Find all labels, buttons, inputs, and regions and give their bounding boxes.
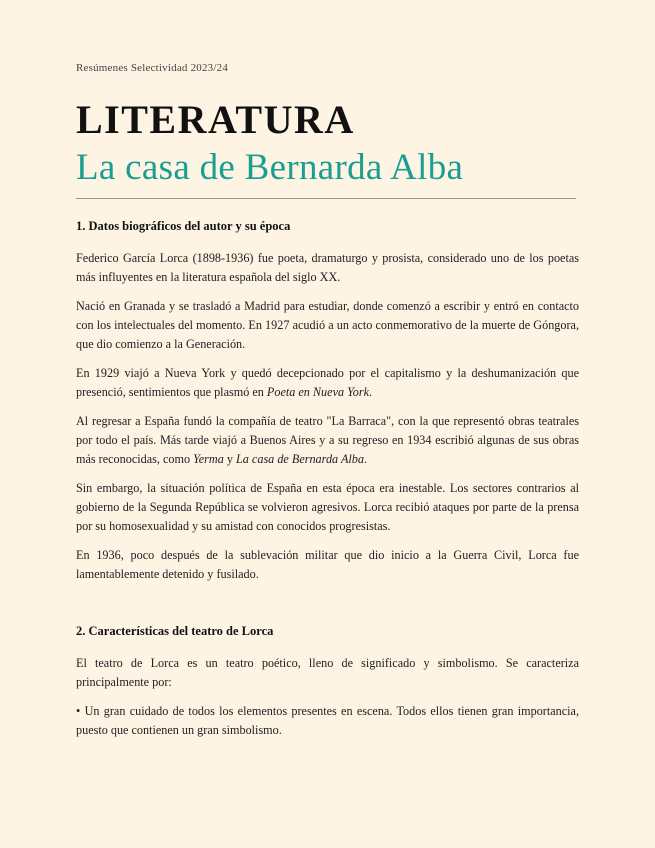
section-biography <box>76 217 579 584</box>
work-title: La casa de Bernarda Alba <box>76 147 464 188</box>
work-reference: La casa de Bernarda Alba <box>236 452 364 466</box>
paragraph-text: . <box>369 385 373 399</box>
paragraph-text: y <box>223 452 237 466</box>
title-divider <box>76 198 576 199</box>
paragraph-text: En 1929 viajó a Nueva York y quedó decepcionado por el capitalismo y la deshumanización que presenció, sentimientos que plasmó en <box>76 366 579 399</box>
section-heading: 2. Características del teatro de Lorca <box>76 624 274 638</box>
paragraph <box>76 364 579 402</box>
paragraph-text: Al regresar a España fundó la compañía de teatro "La Barraca", con la que representó obras teatrales por todo el país. Más tarde viajó a Buenos Aires y a su regreso en 1934 escribió algunas de sus obras más reconocidas, como <box>76 414 579 466</box>
paragraph: Sin embargo, la situación política de España en esta época era inestable. Los sectores contrarios al gobierno de la Segunda República se volvieron agresivos. Lorca recibió ataques por parte de la prensa por su homosexualidad y su amistad con conocidos progresistas. <box>76 481 579 533</box>
document-body <box>76 217 579 750</box>
paragraph <box>76 412 579 469</box>
page-title: LITERATURA <box>76 97 355 142</box>
bullet-paragraph: • Un gran cuidado de todos los elementos presentes en escena. Todos ellos tienen gran importancia, puesto que contienen un gran simbolismo. <box>76 704 579 737</box>
paragraph: Nació en Granada y se trasladó a Madrid para estudiar, donde comenzó a escribir y entró en contacto con los intelectuales del momento. En 1927 acudió a un acto conmemorativo de la muerte de Góngora, que dio comienzo a la Generación. <box>76 299 579 351</box>
paragraph: El teatro de Lorca es un teatro poético, lleno de significado y simbolismo. Se caracteriza principalmente por: <box>76 656 579 689</box>
work-reference: Poeta en Nueva York <box>266 385 370 399</box>
document-header: Resúmenes Selectividad 2023/24 <box>76 62 229 74</box>
paragraph: Federico García Lorca (1898-1936) fue poeta, dramaturgo y prosista, considerado uno de los poetas más influyentes en la literatura española del siglo XX. <box>76 251 579 284</box>
paragraph-text: . <box>363 452 368 466</box>
work-reference: Yerma <box>193 452 224 466</box>
section-theatre-features <box>76 622 579 740</box>
section-heading: 1. Datos biográficos del autor y su época <box>76 219 291 233</box>
paragraph: En 1936, poco después de la sublevación militar que dio inicio a la Guerra Civil, Lorca fue lamentablemente detenido y fusilado. <box>76 548 579 581</box>
